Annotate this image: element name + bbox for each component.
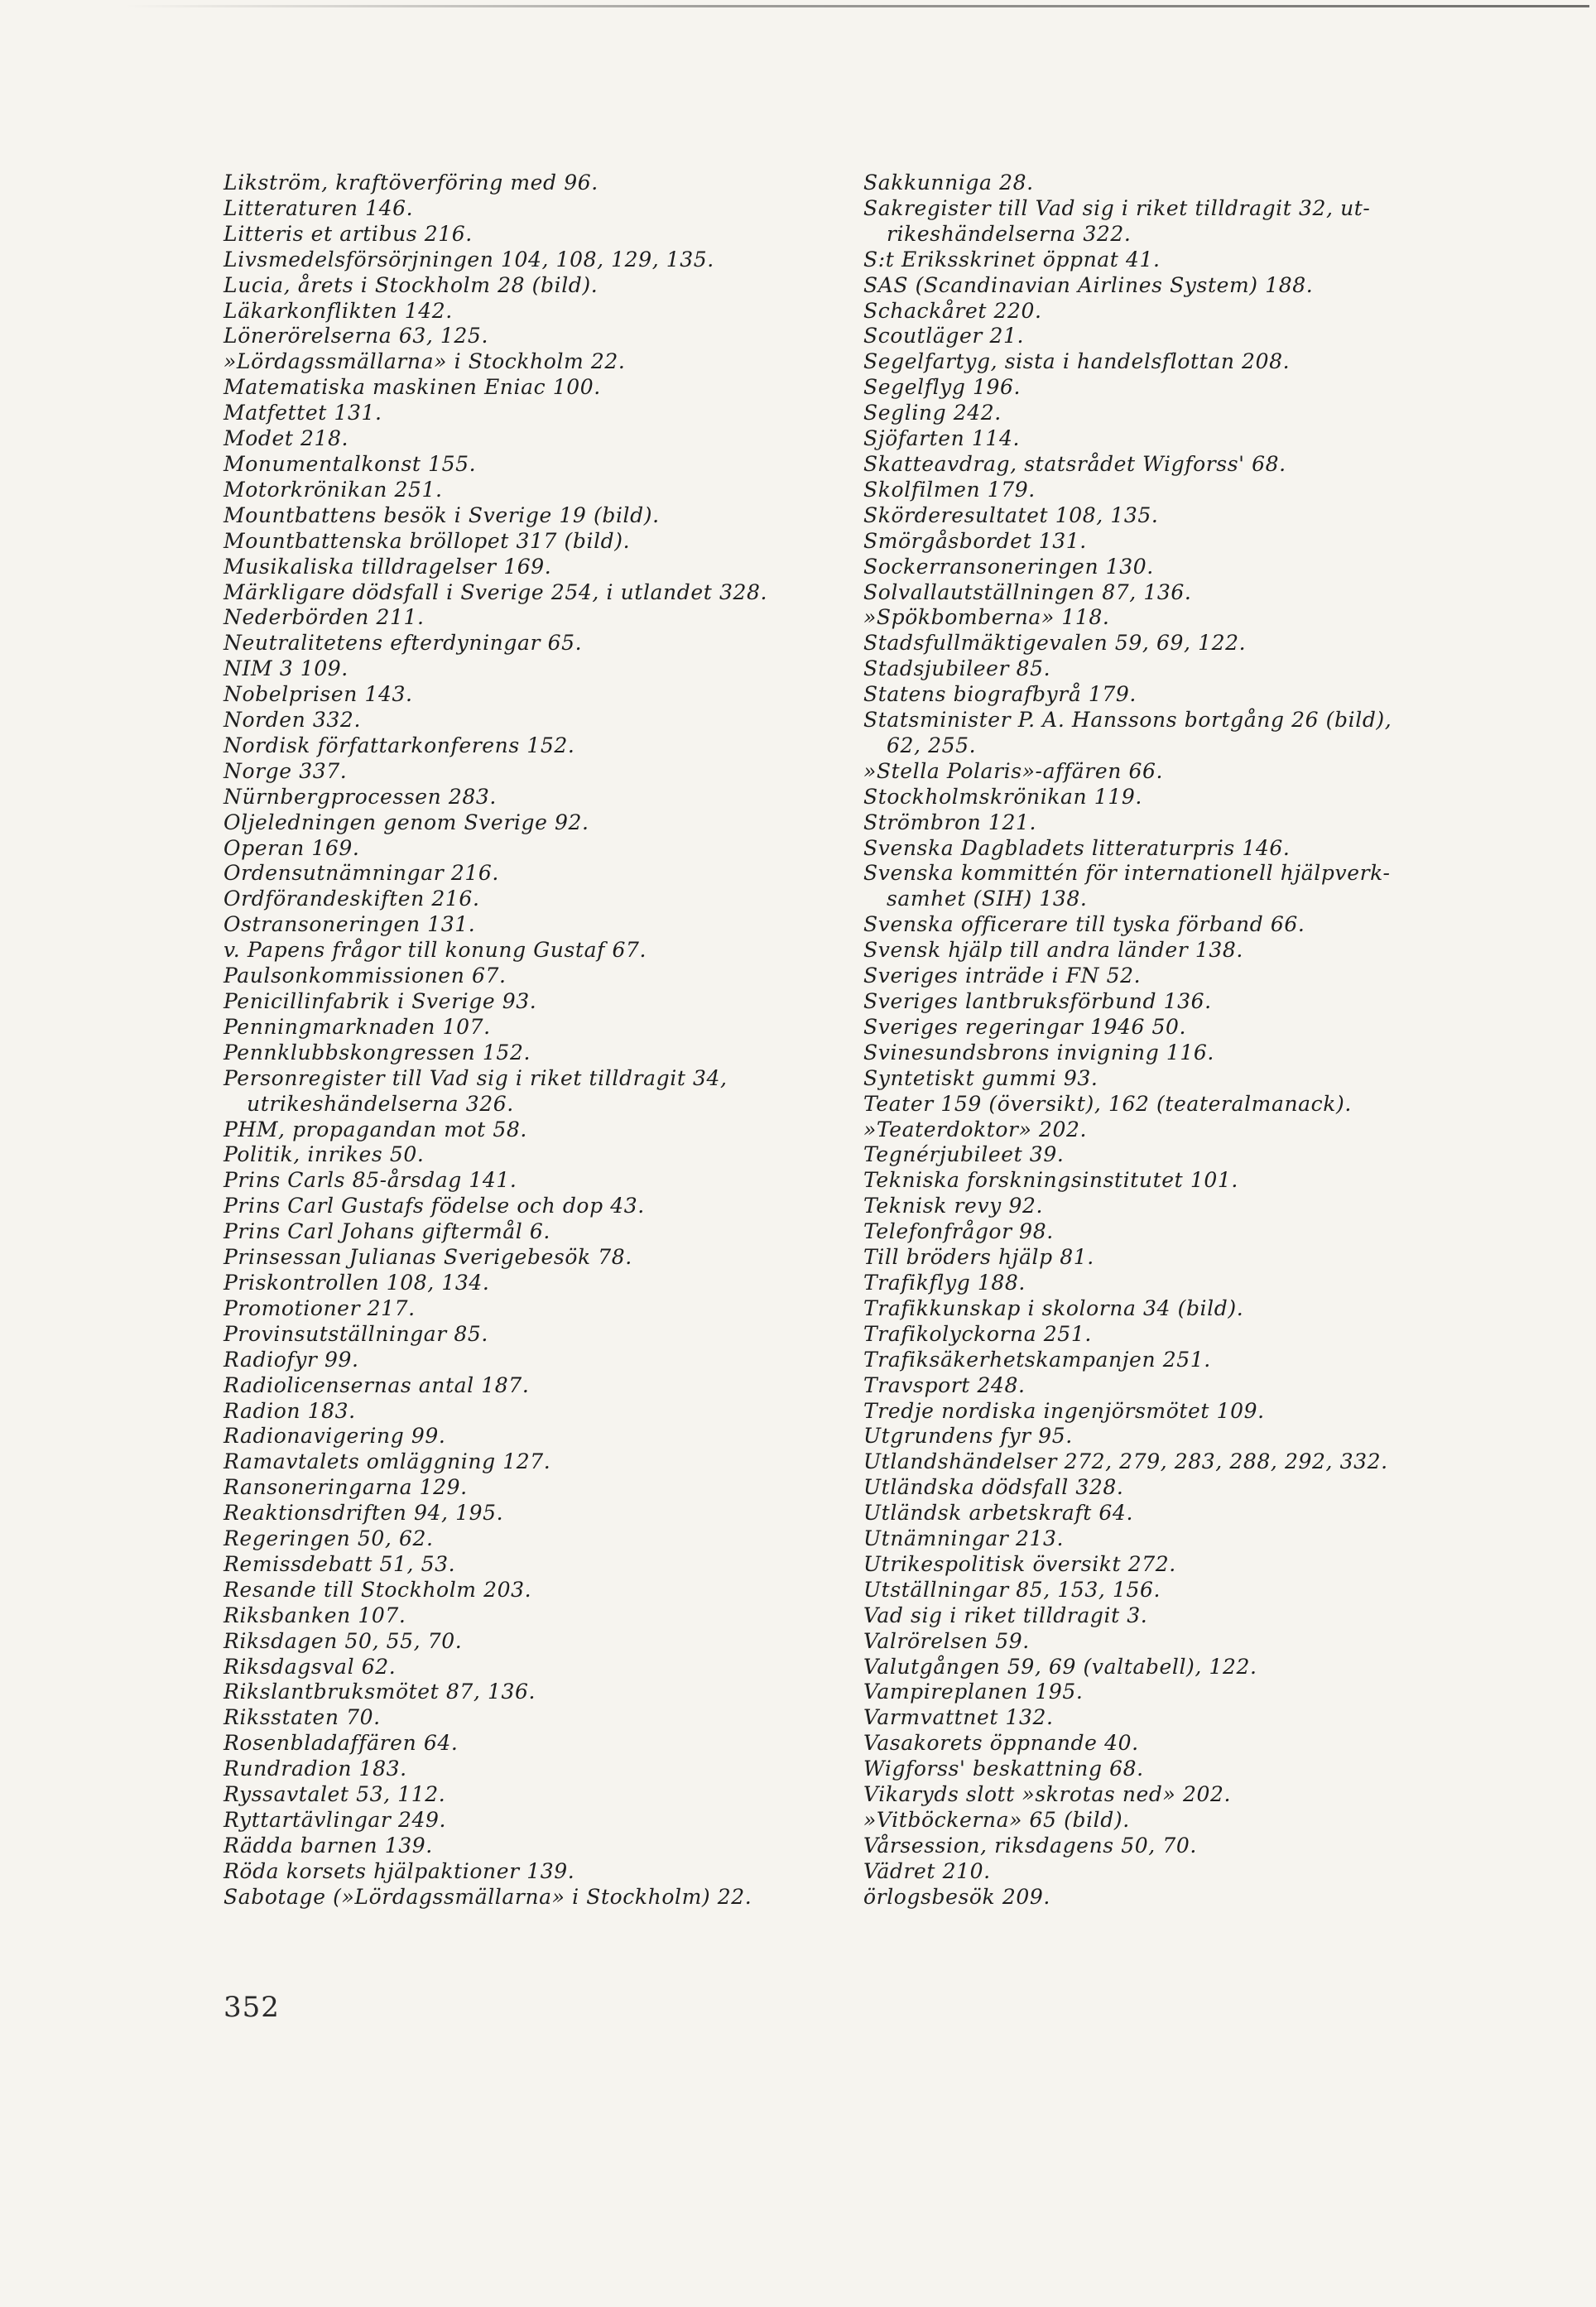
index-entry: Sockerransoneringen 130. <box>863 554 1154 579</box>
index-entry: Provinsutställningar 85. <box>224 1321 488 1346</box>
index-entry: Skolfilmen 179. <box>863 477 1036 502</box>
index-entry: Svenska kommittén för internationell hjälpverk- <box>863 861 1391 886</box>
index-entry: Litteraturen 146. <box>224 195 414 220</box>
index-entry: Vädret 210. <box>863 1858 991 1883</box>
index-entry: Ransoneringarna 129. <box>224 1475 468 1500</box>
index-entry: Neutralitetens efterdyningar 65. <box>224 631 583 656</box>
index-entry: Likström, kraftöverföring med 96. <box>224 171 598 195</box>
index-entry: Tekniska forskningsinstitutet 101. <box>863 1168 1238 1193</box>
index-entry: 62, 255. <box>887 733 977 757</box>
index-entry: Pennklubbskongressen 152. <box>224 1040 531 1065</box>
index-entry: Svensk hjälp till andra länder 138. <box>863 938 1243 963</box>
index-entry: Varmvattnet 132. <box>863 1705 1054 1730</box>
index-entry: Utrikespolitisk översikt 272. <box>863 1551 1176 1576</box>
index-entry: Musikaliska tilldragelser 169. <box>224 554 552 579</box>
index-entry: Vad sig i riket tilldragit 3. <box>863 1603 1148 1627</box>
index-entry: Operan 169. <box>224 835 360 860</box>
index-entry: Riksbanken 107. <box>224 1603 406 1627</box>
index-entry: Rundradion 183. <box>224 1757 407 1781</box>
index-entry: Tredje nordiska ingenjörsmötet 109. <box>863 1398 1265 1423</box>
index-entry: Till bröders hjälp 81. <box>863 1245 1094 1270</box>
index-entry: Riksdagsval 62. <box>224 1654 397 1679</box>
index-entry: Segelflyg 196. <box>863 375 1022 400</box>
index-entry: NIM 3 109. <box>224 656 349 681</box>
index-entry: Utlandshändelser 272, 279, 283, 288, 292, 332. <box>863 1449 1388 1474</box>
index-entry: Prinsessan Julianas Sverigebesök 78. <box>224 1245 632 1270</box>
index-entry: Promotioner 217. <box>224 1295 416 1320</box>
index-entry: Utnämningar 213. <box>863 1526 1065 1551</box>
index-entry: Remissdebatt 51, 53. <box>224 1551 456 1576</box>
index-entry: »Teaterdoktor» 202. <box>863 1117 1088 1141</box>
index-entry: Nobelprisen 143. <box>224 682 413 707</box>
index-entry: »Lördagssmällarna» i Stockholm 22. <box>224 349 626 374</box>
index-entry: Riksdagen 50, 55, 70. <box>224 1628 463 1653</box>
index-entry: Litteris et artibus 216. <box>224 221 473 246</box>
index-entry: Rosenbladaffären 64. <box>224 1731 459 1756</box>
index-entry: samhet (SIH) 138. <box>887 887 1088 911</box>
index-entry: Stockholmskrönikan 119. <box>863 784 1142 809</box>
index-entry: Paulsonkommissionen 67. <box>224 964 507 988</box>
index-entry: Monumentalkonst 155. <box>224 451 477 476</box>
index-entry: Regeringen 50, 62. <box>224 1526 434 1551</box>
index-entry: Politik, inrikes 50. <box>224 1142 425 1167</box>
index-entry: S:t Eriksskrinet öppnat 41. <box>863 247 1161 272</box>
index-entry: Matematiska maskinen Eniac 100. <box>224 375 601 400</box>
index-entry: Statsminister P. A. Hanssons bortgång 26 (bild), <box>863 708 1392 733</box>
index-entry: rikeshändelserna 322. <box>887 221 1132 246</box>
index-entry: Svinesundsbrons invigning 116. <box>863 1040 1214 1065</box>
index-entry: Skörderesultatet 108, 135. <box>863 502 1159 527</box>
index-entry: Mountbattenska bröllopet 317 (bild). <box>224 528 631 553</box>
index-entry: utrikeshändelserna 326. <box>247 1091 514 1116</box>
index-entry: Smörgåsbordet 131. <box>863 528 1087 553</box>
index-entry: Teater 159 (översikt), 162 (teateralmanack). <box>863 1091 1352 1116</box>
index-entry: Ryssavtalet 53, 112. <box>224 1782 446 1807</box>
index-entry: Stadsfullmäktigevalen 59, 69, 122. <box>863 631 1247 656</box>
index-entry: Sjöfarten 114. <box>863 426 1020 451</box>
index-entry: Märkligare dödsfall i Sverige 254, i utlandet 328. <box>224 579 768 604</box>
index-entry: Radion 183. <box>224 1398 356 1423</box>
index-entry: Läkarkonflikten 142. <box>224 298 453 323</box>
index-entry: Vårsession, riksdagens 50, 70. <box>863 1833 1197 1858</box>
index-entry: Telefonfrågor 98. <box>863 1219 1054 1244</box>
index-entry: »Vitböckerna» 65 (bild). <box>863 1808 1130 1832</box>
index-entry: Sakregister till Vad sig i riket tilldragit 32, ut- <box>863 195 1371 220</box>
index-entry: Sabotage (»Lördagssmällarna» i Stockholm) 22. <box>224 1884 752 1909</box>
index-entry: Trafiksäkerhetskampanjen 251. <box>863 1347 1211 1372</box>
index-entry: Rädda barnen 139. <box>224 1833 433 1858</box>
index-entry: Penningmarknaden 107. <box>224 1014 491 1039</box>
index-entry: Ryttartävlingar 249. <box>224 1808 447 1832</box>
page-number: 352 <box>224 1991 280 2024</box>
index-entry: Motorkrönikan 251. <box>224 477 443 502</box>
index-entry: Nürnbergprocessen 283. <box>224 784 497 809</box>
index-entry: Riksstaten 70. <box>224 1705 381 1730</box>
index-entry: Matfettet 131. <box>224 401 382 425</box>
index-entry: Wigforss' beskattning 68. <box>863 1757 1144 1781</box>
index-entry: Mountbattens besök i Sverige 19 (bild). <box>224 502 660 527</box>
index-column-right <box>863 171 1476 1910</box>
index-entry: Priskontrollen 108, 134. <box>224 1270 490 1295</box>
index-entry: Skatteavdrag, statsrådet Wigforss' 68. <box>863 451 1286 476</box>
index-entry: Strömbron 121. <box>863 810 1036 834</box>
index-entry: Valrörelsen 59. <box>863 1628 1030 1653</box>
index-entry: Sveriges lantbruksförbund 136. <box>863 989 1212 1013</box>
index-entry: Ramavtalets omläggning 127. <box>224 1449 551 1474</box>
index-entry: Nederbörden 211. <box>224 605 425 630</box>
index-entry: »Spökbomberna» 118. <box>863 605 1110 630</box>
index-entry: Radiolicensernas antal 187. <box>224 1372 530 1397</box>
index-entry: Sveriges regeringar 1946 50. <box>863 1014 1187 1039</box>
index-entry: Penicillinfabrik i Sverige 93. <box>224 989 537 1013</box>
index-entry: Vasakorets öppnande 40. <box>863 1731 1139 1756</box>
index-entry: Utländska dödsfall 328. <box>863 1475 1124 1500</box>
index-entry: Utställningar 85, 153, 156. <box>863 1577 1161 1602</box>
index-entry: Prins Carl Gustafs födelse och dop 43. <box>224 1194 645 1218</box>
index-entry: Teknisk revy 92. <box>863 1194 1043 1218</box>
index-entry: Trafikkunskap i skolorna 34 (bild). <box>863 1295 1244 1320</box>
index-entry: Radiofyr 99. <box>224 1347 359 1372</box>
index-entry: örlogsbesök 209. <box>863 1884 1050 1909</box>
index-entry: Utländsk arbetskraft 64. <box>863 1501 1133 1526</box>
index-entry: Sveriges inträde i FN 52. <box>863 964 1142 988</box>
index-entry: Röda korsets hjälpaktioner 139. <box>224 1858 575 1883</box>
index-entry: Travsport 248. <box>863 1372 1026 1397</box>
index-entry: Norge 337. <box>224 758 348 783</box>
index-entry: Sakkunniga 28. <box>863 171 1034 195</box>
index-entry: Schackåret 220. <box>863 298 1042 323</box>
index-entry: Reaktionsdriften 94, 195. <box>224 1501 504 1526</box>
index-entry: Trafikflyg 188. <box>863 1270 1026 1295</box>
index-entry: v. Papens frågor till konung Gustaf 67. <box>224 938 647 963</box>
index-entry: Ostransoneringen 131. <box>224 912 476 937</box>
index-entry: Rikslantbruksmötet 87, 136. <box>224 1680 536 1704</box>
index-entry: Ordförandeskiften 216. <box>224 887 480 911</box>
index-entry: Statens biografbyrå 179. <box>863 682 1137 707</box>
index-entry: Livsmedelsförsörjningen 104, 108, 129, 135. <box>224 247 714 272</box>
top-edge-rule <box>124 5 1589 7</box>
index-column-left <box>224 171 836 1910</box>
index-entry: Radionavigering 99. <box>224 1424 446 1449</box>
index-entry: Lönerörelserna 63, 125. <box>224 324 488 348</box>
index-entry: Norden 332. <box>224 708 361 733</box>
index-entry: PHM, propagandan mot 58. <box>224 1117 527 1141</box>
index-entry: Modet 218. <box>224 426 349 451</box>
index-entry: »Stella Polaris»-affären 66. <box>863 758 1164 783</box>
index-entry: Vikaryds slott »skrotas ned» 202. <box>863 1782 1232 1807</box>
index-entry: Resande till Stockholm 203. <box>224 1577 532 1602</box>
index-entry: Vampireplanen 195. <box>863 1680 1084 1704</box>
index-entry: Prins Carls 85-årsdag 141. <box>224 1168 517 1193</box>
index-entry: Personregister till Vad sig i riket tilldragit 34, <box>224 1065 728 1090</box>
index-entry: Oljeledningen genom Sverige 92. <box>224 810 589 834</box>
index-entry: Tegnérjubileet 39. <box>863 1142 1065 1167</box>
index-entry: Stadsjubileer 85. <box>863 656 1051 681</box>
index-entry: Segling 242. <box>863 401 1002 425</box>
index-entry: Nordisk författarkonferens 152. <box>224 733 575 757</box>
index-entry: Valutgången 59, 69 (valtabell), 122. <box>863 1654 1257 1679</box>
index-entry: Segelfartyg, sista i handelsflottan 208. <box>863 349 1291 374</box>
index-entry: Scoutläger 21. <box>863 324 1025 348</box>
index-entry: Utgrundens fyr 95. <box>863 1424 1073 1449</box>
index-entry: Svenska Dagbladets litteraturpris 146. <box>863 835 1291 860</box>
index-entry: Ordensutnämningar 216. <box>224 861 499 886</box>
index-entry: Prins Carl Johans giftermål 6. <box>224 1219 550 1244</box>
index-entry: Lucia, årets i Stockholm 28 (bild). <box>224 272 598 297</box>
index-entry: Solvallautställningen 87, 136. <box>863 579 1192 604</box>
index-entry: Syntetiskt gummi 93. <box>863 1065 1098 1090</box>
index-entry: SAS (Scandinavian Airlines System) 188. <box>863 272 1314 297</box>
index-entry: Trafikolyckorna 251. <box>863 1321 1092 1346</box>
index-entry: Svenska officerare till tyska förband 66. <box>863 912 1305 937</box>
